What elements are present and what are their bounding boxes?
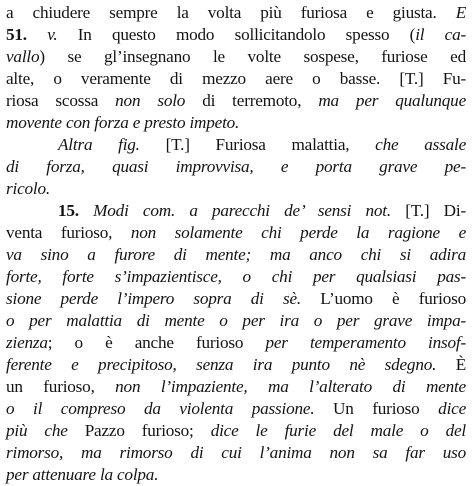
text-line bbox=[6, 354, 466, 376]
text-line bbox=[6, 376, 466, 398]
text-segment: a chiudere sempre la volta più furiosa e giusta. bbox=[6, 3, 456, 22]
text-line bbox=[6, 24, 466, 46]
text-segment: vallo bbox=[6, 47, 40, 66]
text-segment: riosa scossa bbox=[6, 91, 116, 110]
text-segment: non solamente chi perde la ragione e bbox=[130, 223, 466, 242]
text-line bbox=[6, 420, 466, 442]
text-line bbox=[6, 222, 466, 244]
text-segment: di terremoto, bbox=[185, 91, 319, 110]
text-segment: 51. bbox=[6, 25, 27, 44]
text-segment bbox=[79, 201, 93, 220]
text-segment: ) se gl’insegnano le volte sospese, furiose ed bbox=[39, 47, 466, 66]
text-line bbox=[6, 68, 466, 90]
text-segment: In questo modo sollicitandolo spesso ( bbox=[57, 25, 416, 44]
text-line bbox=[6, 266, 466, 288]
text-segment: non l’impaziente, ma l’alterato di mente bbox=[115, 377, 466, 396]
text-segment: forte, forte s’impazientisce, o chi per qualsiasi pas- bbox=[6, 267, 466, 286]
text-segment: ma per qualunque bbox=[318, 91, 467, 110]
text-segment: dice le furie del male o del bbox=[210, 421, 467, 440]
text-line bbox=[6, 288, 466, 310]
text-segment: dice bbox=[438, 399, 466, 418]
text-line bbox=[6, 156, 466, 178]
text-line bbox=[6, 134, 466, 156]
text-line bbox=[6, 178, 466, 200]
text-line bbox=[6, 332, 466, 354]
text-line bbox=[6, 464, 466, 484]
text-segment: un furioso, bbox=[6, 377, 116, 396]
text-segment: il ca- bbox=[415, 25, 467, 44]
text-segment: sione perde l’impero sopra di sè. bbox=[6, 289, 301, 308]
text-segment: E bbox=[455, 3, 466, 22]
text-segment: L’uomo è furioso bbox=[301, 289, 466, 308]
text-segment: per attenuare la colpa. bbox=[6, 465, 159, 484]
text-segment: o per malattia di mente o per ira o per grave impa- bbox=[6, 311, 466, 330]
text-line bbox=[6, 310, 466, 332]
text-segment: ricolo. bbox=[6, 179, 50, 198]
text-segment: rimorso, ma rimorso di cui l’anima non sa far uso bbox=[6, 443, 466, 462]
text-segment: che assale bbox=[375, 135, 466, 154]
text-line bbox=[6, 90, 466, 112]
text-segment: venta furioso, bbox=[6, 223, 131, 242]
text-segment: alte, o veramente di mezzo aere o basse. [T.] Fu- bbox=[6, 69, 466, 88]
text-segment: Pazzo furioso; bbox=[67, 421, 211, 440]
text-segment: ; o è anche furioso bbox=[47, 333, 266, 352]
text-segment: zienza bbox=[6, 333, 48, 352]
text-line bbox=[6, 442, 466, 464]
text-line bbox=[6, 398, 466, 420]
text-segment: più che bbox=[6, 421, 68, 440]
text-segment: va sino a furore di mente; ma anco chi si adira bbox=[6, 245, 466, 264]
text-line bbox=[6, 244, 466, 266]
text-segment: ferente e precipitoso, senza ira punto nè sdegno. bbox=[6, 355, 437, 374]
text-line bbox=[6, 2, 466, 24]
text-segment: non solo bbox=[115, 91, 186, 110]
text-segment: per temperamento insof- bbox=[265, 333, 466, 352]
text-segment: È bbox=[436, 355, 466, 374]
text-line bbox=[6, 200, 466, 222]
text-segment: v. bbox=[47, 25, 58, 44]
text-line bbox=[6, 112, 466, 134]
text-segment: Un furioso bbox=[314, 399, 439, 418]
text-segment: di forza, quasi improvvisa, e porta grave pe- bbox=[6, 157, 466, 176]
text-segment: Modi com. a parecchi de’ sensi not. bbox=[93, 201, 391, 220]
text-segment bbox=[27, 25, 47, 44]
text-segment: [T.] Di- bbox=[390, 201, 466, 220]
text-segment: movente con forza e presto impeto. bbox=[6, 113, 240, 132]
text-segment: [T.] Furiosa malattia, bbox=[139, 135, 376, 154]
text-segment: o il compreso da violenta passione. bbox=[6, 399, 315, 418]
text-line bbox=[6, 46, 466, 68]
text-segment: Altra fig. bbox=[58, 135, 140, 154]
text-segment: 15. bbox=[58, 201, 79, 220]
